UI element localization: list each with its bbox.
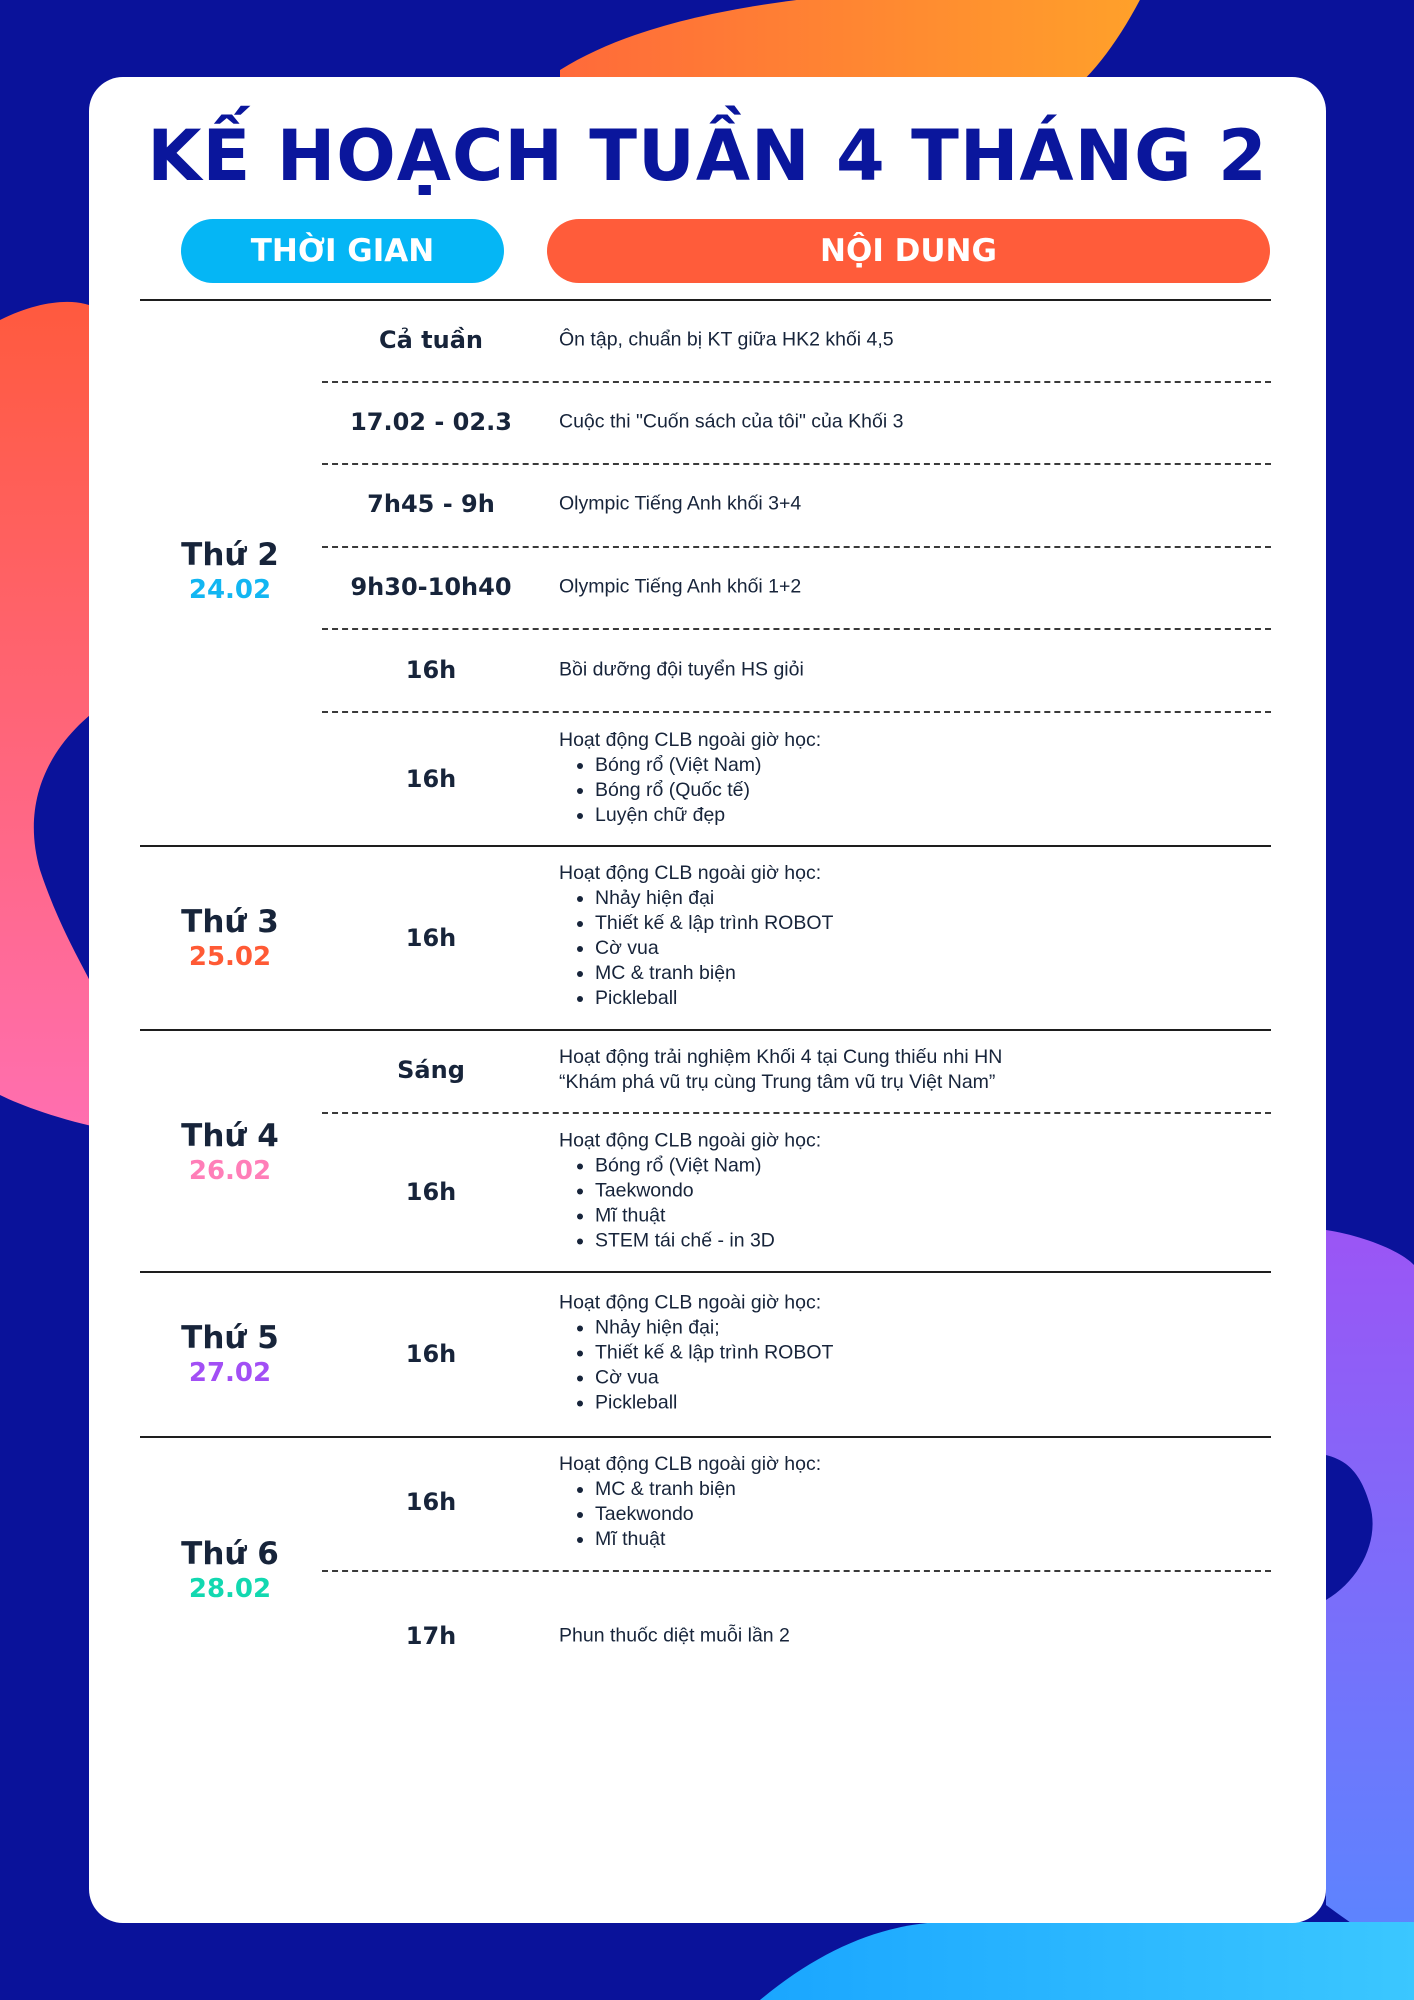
entry-content: Olympic Tiếng Anh khối 1+2	[559, 575, 802, 598]
list-item: • Taekwondo	[595, 1502, 1259, 1527]
day-date: 28.02	[188, 1574, 272, 1604]
list-item: • Luyện chữ đẹp	[595, 803, 1259, 828]
list-item: • Mĩ thuật	[595, 1527, 1259, 1552]
day-tuesday	[140, 904, 320, 972]
club-list	[559, 753, 1259, 828]
entry-heading: Hoạt động trải nghiệm Khối 4 tại Cung thiếu nhi HN	[559, 1046, 1003, 1068]
row-divider	[322, 463, 1271, 465]
day-name: Thứ 6	[181, 1536, 279, 1572]
entry-time: 16h	[405, 656, 457, 684]
row-divider	[322, 711, 1271, 713]
entry-time: 9h30-10h40	[350, 573, 512, 601]
entry-time: 16h	[405, 1488, 457, 1516]
day-name: Thứ 5	[181, 1320, 279, 1356]
row-divider	[322, 381, 1271, 383]
club-list	[559, 1154, 1259, 1254]
entry-heading: Hoạt động CLB ngoài giờ học:	[559, 1291, 822, 1314]
list-item: • Pickleball	[595, 1391, 1259, 1416]
day-divider	[140, 1436, 1271, 1438]
time-column-header: THỜI GIAN	[181, 219, 504, 283]
entry-content	[559, 1045, 1259, 1095]
day-date: 27.02	[188, 1358, 272, 1388]
day-friday	[140, 1536, 320, 1604]
club-list	[559, 886, 1259, 1011]
schedule-card	[89, 77, 1326, 1923]
list-item: • Thiết kế & lập trình ROBOT	[595, 911, 1259, 936]
entry-time: 16h	[405, 1178, 457, 1206]
day-date: 24.02	[188, 575, 272, 605]
list-item: • Cờ vua	[595, 1366, 1259, 1391]
entry-time: 16h	[405, 1340, 457, 1368]
list-item: • STEM tái chế - in 3D	[595, 1229, 1259, 1254]
entry-heading: Hoạt động CLB ngoài giờ học:	[559, 862, 822, 884]
entry-content	[559, 728, 1259, 828]
list-item: • Nhảy hiện đại;	[595, 1316, 1259, 1341]
entry-heading: Hoạt động CLB ngoài giờ học:	[559, 729, 822, 751]
day-divider	[140, 1029, 1271, 1031]
list-item: • Bóng rổ (Việt Nam)	[595, 753, 1259, 778]
entry-time: 17h	[405, 1622, 457, 1650]
row-divider	[322, 1112, 1271, 1114]
list-item: • Taekwondo	[595, 1179, 1259, 1204]
day-divider	[140, 845, 1271, 847]
entry-content: Olympic Tiếng Anh khối 3+4	[559, 492, 802, 515]
list-item: • Thiết kế & lập trình ROBOT	[595, 1341, 1259, 1366]
entry-time: Cả tuần	[378, 326, 483, 354]
row-divider	[322, 546, 1271, 548]
entry-time: 17.02 - 02.3	[350, 408, 512, 436]
day-date: 26.02	[188, 1156, 272, 1186]
entry-content	[559, 1291, 1259, 1416]
day-wednesday	[140, 1118, 320, 1186]
entry-content: Ôn tập, chuẩn bị KT giữa HK2 khối 4,5	[559, 328, 894, 351]
entry-content: Bồi dưỡng đội tuyển HS giỏi	[559, 658, 804, 681]
list-item: • Cờ vua	[595, 936, 1259, 961]
list-item: • Mĩ thuật	[595, 1204, 1259, 1229]
list-item: • Bóng rổ (Quốc tế)	[595, 778, 1259, 803]
club-list	[559, 1316, 1259, 1416]
entry-heading: Hoạt động CLB ngoài giờ học:	[559, 1453, 822, 1475]
list-item: • Nhảy hiện đại	[595, 886, 1259, 911]
list-item: • MC & tranh biện	[595, 961, 1259, 986]
table-top-rule	[140, 299, 1271, 301]
content-column-header: NỘI DUNG	[547, 219, 1270, 283]
list-item: • MC & tranh biện	[595, 1477, 1259, 1502]
day-name: Thứ 2	[181, 537, 279, 573]
day-date: 25.02	[188, 942, 272, 972]
entry-content: Cuộc thi "Cuốn sách của tôi" của Khối 3	[559, 410, 904, 433]
club-list	[559, 1477, 1259, 1552]
day-thursday	[140, 1320, 320, 1388]
entry-time: Sáng	[397, 1056, 465, 1084]
entry-heading: Hoạt động CLB ngoài giờ học:	[559, 1129, 822, 1152]
entry-content	[559, 1452, 1259, 1552]
entry-content: Phun thuốc diệt muỗi lần 2	[559, 1624, 790, 1647]
day-divider	[140, 1271, 1271, 1273]
day-name: Thứ 4	[181, 1118, 279, 1154]
row-divider	[322, 1570, 1271, 1572]
row-divider	[322, 628, 1271, 630]
entry-time: 16h	[405, 924, 457, 952]
entry-time: 16h	[405, 765, 457, 793]
entry-subheading: “Khám phá vũ trụ cùng Trung tâm vũ trụ Việt Nam”	[559, 1071, 996, 1093]
entry-content	[559, 1129, 1259, 1254]
entry-content	[559, 861, 1259, 1011]
entry-time: 7h45 - 9h	[367, 490, 495, 518]
day-name: Thứ 3	[181, 904, 279, 940]
list-item: • Bóng rổ (Việt Nam)	[595, 1154, 1259, 1179]
day-monday	[140, 537, 320, 605]
list-item: • Pickleball	[595, 986, 1259, 1011]
page-title: KẾ HOẠCH TUẦN 4 THÁNG 2	[147, 115, 1268, 197]
